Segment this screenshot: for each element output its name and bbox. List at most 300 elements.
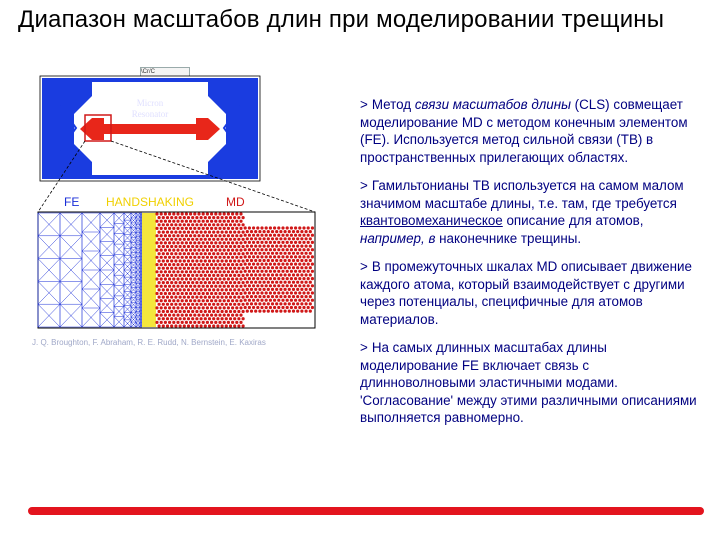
md-atom bbox=[170, 310, 173, 313]
md-atom bbox=[235, 277, 238, 280]
md-atom bbox=[242, 223, 245, 226]
md-atom bbox=[265, 241, 268, 244]
md-atom bbox=[185, 270, 188, 273]
md-atom bbox=[176, 285, 179, 288]
md-atom bbox=[216, 238, 219, 241]
md-atom bbox=[210, 227, 213, 230]
md-atom bbox=[242, 288, 245, 291]
md-atom bbox=[195, 216, 198, 219]
md-atom bbox=[252, 263, 255, 266]
md-atom bbox=[250, 273, 253, 276]
md-atom bbox=[233, 267, 236, 270]
md-atom bbox=[176, 277, 179, 280]
md-atom bbox=[181, 277, 184, 280]
md-atom bbox=[168, 270, 171, 273]
md-atom bbox=[160, 256, 163, 259]
md-atom bbox=[208, 267, 211, 270]
md-atom bbox=[277, 277, 280, 280]
md-atom bbox=[216, 259, 219, 262]
md-atom bbox=[221, 252, 224, 255]
md-atom bbox=[176, 234, 179, 237]
md-atom bbox=[221, 317, 224, 320]
md-atom bbox=[267, 266, 270, 269]
md-atom bbox=[185, 263, 188, 266]
md-atom bbox=[300, 259, 303, 262]
md-atom bbox=[176, 227, 179, 230]
md-atom bbox=[279, 237, 282, 240]
md-atom bbox=[195, 245, 198, 248]
md-atom bbox=[281, 306, 284, 309]
md-atom bbox=[185, 285, 188, 288]
md-atom bbox=[227, 285, 230, 288]
md-atom bbox=[208, 259, 211, 262]
md-atom bbox=[256, 277, 259, 280]
md-atom bbox=[221, 296, 224, 299]
md-atom bbox=[208, 223, 211, 226]
md-atom bbox=[204, 288, 207, 291]
md-atom bbox=[181, 220, 184, 223]
md-atom bbox=[250, 259, 253, 262]
md-atom bbox=[206, 220, 209, 223]
md-atom bbox=[290, 299, 293, 302]
md-atom bbox=[185, 306, 188, 309]
md-atom bbox=[302, 241, 305, 244]
md-atom bbox=[193, 306, 196, 309]
md-atom bbox=[311, 234, 314, 237]
md-atom bbox=[166, 216, 169, 219]
md-atom bbox=[252, 234, 255, 237]
md-atom bbox=[286, 241, 289, 244]
md-atom bbox=[162, 317, 165, 320]
md-atom bbox=[237, 216, 240, 219]
md-atom bbox=[296, 281, 299, 284]
md-atom bbox=[239, 314, 242, 317]
md-atom bbox=[233, 324, 236, 327]
resonator-top-bar bbox=[92, 78, 208, 82]
md-atom bbox=[183, 274, 186, 277]
md-atom bbox=[250, 281, 253, 284]
md-atom bbox=[252, 248, 255, 251]
md-atom bbox=[212, 231, 215, 234]
md-atom bbox=[286, 226, 289, 229]
md-atom bbox=[164, 299, 167, 302]
md-atom bbox=[311, 306, 314, 309]
md-atom bbox=[305, 281, 308, 284]
md-atom bbox=[248, 306, 251, 309]
md-atom bbox=[290, 234, 293, 237]
md-atom bbox=[160, 270, 163, 273]
md-atom bbox=[275, 230, 278, 233]
md-atom bbox=[164, 234, 167, 237]
md-atom bbox=[208, 245, 211, 248]
md-atom bbox=[233, 303, 236, 306]
md-atom bbox=[210, 299, 213, 302]
md-atom bbox=[225, 259, 228, 262]
md-atom bbox=[183, 288, 186, 291]
md-atom bbox=[172, 212, 175, 215]
md-atom bbox=[229, 223, 232, 226]
md-atom bbox=[294, 270, 297, 273]
md-atom bbox=[174, 267, 177, 270]
md-atom bbox=[160, 321, 163, 324]
md-atom bbox=[189, 299, 192, 302]
md-atom bbox=[181, 256, 184, 259]
md-atom bbox=[256, 291, 259, 294]
md-atom bbox=[191, 223, 194, 226]
md-atom bbox=[305, 259, 308, 262]
md-atom bbox=[191, 252, 194, 255]
md-atom bbox=[214, 256, 217, 259]
md-atom bbox=[216, 288, 219, 291]
md-atom bbox=[248, 263, 251, 266]
md-atom bbox=[281, 291, 284, 294]
md-atom bbox=[158, 216, 161, 219]
md-atom bbox=[195, 303, 198, 306]
md-atom bbox=[189, 256, 192, 259]
region-label-handshaking: HANDSHAKING bbox=[106, 195, 195, 209]
md-atom bbox=[231, 277, 234, 280]
md-atom bbox=[246, 281, 249, 284]
md-atom bbox=[294, 226, 297, 229]
md-atom bbox=[181, 306, 184, 309]
md-atom bbox=[237, 317, 240, 320]
md-atom bbox=[227, 241, 230, 244]
figure-credit: J. Q. Broughton, F. Abraham, R. E. Rudd, N. Bernstein, E. Kaxiras bbox=[32, 338, 266, 347]
md-atom bbox=[267, 302, 270, 305]
md-atom bbox=[200, 223, 203, 226]
md-atom bbox=[221, 274, 224, 277]
md-atom bbox=[271, 259, 274, 262]
md-atom bbox=[223, 285, 226, 288]
md-atom bbox=[254, 281, 257, 284]
md-atom bbox=[279, 281, 282, 284]
md-atom bbox=[179, 216, 182, 219]
md-atom bbox=[302, 299, 305, 302]
md-atom bbox=[300, 302, 303, 305]
md-atom bbox=[263, 302, 266, 305]
md-atom bbox=[160, 263, 163, 266]
md-atom bbox=[302, 270, 305, 273]
md-atom bbox=[214, 314, 217, 317]
md-atom bbox=[193, 285, 196, 288]
toolbar-icon: \Cr/C bbox=[140, 67, 190, 78]
md-atom bbox=[214, 263, 217, 266]
md-atom bbox=[302, 291, 305, 294]
md-atom bbox=[252, 226, 255, 229]
md-atom bbox=[265, 291, 268, 294]
md-atom bbox=[172, 249, 175, 252]
md-atom bbox=[225, 245, 228, 248]
md-atom bbox=[162, 324, 165, 327]
md-atom bbox=[233, 317, 236, 320]
md-atom bbox=[252, 306, 255, 309]
md-atom bbox=[294, 306, 297, 309]
md-atom bbox=[181, 263, 184, 266]
md-atom bbox=[263, 295, 266, 298]
md-atom bbox=[193, 227, 196, 230]
md-atom bbox=[300, 310, 303, 313]
md-atom bbox=[296, 266, 299, 269]
md-atom bbox=[164, 263, 167, 266]
md-atom bbox=[284, 288, 287, 291]
md-atom bbox=[302, 284, 305, 287]
md-atom bbox=[309, 230, 312, 233]
md-atom bbox=[305, 266, 308, 269]
md-atom bbox=[202, 285, 205, 288]
md-atom bbox=[212, 267, 215, 270]
md-atom bbox=[195, 324, 198, 327]
md-atom bbox=[244, 255, 247, 258]
md-atom bbox=[210, 234, 213, 237]
md-atom bbox=[254, 230, 257, 233]
md-atom bbox=[239, 249, 242, 252]
md-atom bbox=[212, 238, 215, 241]
md-atom bbox=[292, 273, 295, 276]
md-atom bbox=[200, 231, 203, 234]
md-atom bbox=[197, 314, 200, 317]
md-atom bbox=[187, 238, 190, 241]
md-atom bbox=[269, 306, 272, 309]
md-atom bbox=[275, 245, 278, 248]
md-atom bbox=[309, 266, 312, 269]
md-atom bbox=[208, 317, 211, 320]
md-atom bbox=[160, 220, 163, 223]
md-atom bbox=[311, 284, 314, 287]
md-atom bbox=[166, 259, 169, 262]
md-atom bbox=[176, 306, 179, 309]
md-atom bbox=[185, 321, 188, 324]
md-atom bbox=[202, 277, 205, 280]
md-atom bbox=[263, 252, 266, 255]
md-atom bbox=[296, 302, 299, 305]
md-atom bbox=[172, 234, 175, 237]
md-atom bbox=[200, 296, 203, 299]
md-atom bbox=[275, 266, 278, 269]
md-atom bbox=[202, 314, 205, 317]
md-atom bbox=[271, 245, 274, 248]
md-atom bbox=[242, 245, 245, 248]
md-atom bbox=[212, 288, 215, 291]
md-atom bbox=[307, 263, 310, 266]
md-atom bbox=[218, 321, 221, 324]
md-atom bbox=[212, 259, 215, 262]
md-atom bbox=[229, 238, 232, 241]
md-atom bbox=[162, 274, 165, 277]
md-atom bbox=[187, 310, 190, 313]
md-atom bbox=[164, 256, 167, 259]
md-atom bbox=[271, 295, 274, 298]
md-atom bbox=[176, 212, 179, 215]
md-atom bbox=[273, 241, 276, 244]
bullet-arrow: > bbox=[360, 97, 368, 112]
md-atom bbox=[271, 281, 274, 284]
md-atom bbox=[281, 284, 284, 287]
md-atom bbox=[170, 324, 173, 327]
md-atom bbox=[227, 249, 230, 252]
md-atom bbox=[284, 259, 287, 262]
md-atom bbox=[231, 234, 234, 237]
md-atom bbox=[204, 238, 207, 241]
md-atom bbox=[197, 227, 200, 230]
md-atom bbox=[248, 248, 251, 251]
md-atom bbox=[193, 314, 196, 317]
md-atom bbox=[158, 245, 161, 248]
md-atom bbox=[292, 237, 295, 240]
md-atom bbox=[185, 220, 188, 223]
md-atom bbox=[214, 220, 217, 223]
md-atom bbox=[189, 314, 192, 317]
md-atom bbox=[155, 220, 158, 223]
md-atom bbox=[250, 288, 253, 291]
md-atom bbox=[181, 227, 184, 230]
resonator-label-line2: Resonator bbox=[131, 109, 169, 119]
md-atom bbox=[179, 231, 182, 234]
md-atom bbox=[187, 274, 190, 277]
md-atom bbox=[166, 245, 169, 248]
md-atom bbox=[204, 324, 207, 327]
md-atom bbox=[170, 252, 173, 255]
md-atom bbox=[158, 259, 161, 262]
md-atom bbox=[227, 314, 230, 317]
md-atom bbox=[176, 292, 179, 295]
md-atom bbox=[235, 314, 238, 317]
md-atom bbox=[183, 324, 186, 327]
md-atom bbox=[269, 263, 272, 266]
md-atom bbox=[162, 288, 165, 291]
md-atom bbox=[246, 302, 249, 305]
md-atom bbox=[216, 223, 219, 226]
md-atom bbox=[195, 296, 198, 299]
md-atom bbox=[193, 241, 196, 244]
md-atom bbox=[296, 237, 299, 240]
md-atom bbox=[290, 226, 293, 229]
md-atom bbox=[252, 241, 255, 244]
md-atom bbox=[284, 273, 287, 276]
md-atom bbox=[263, 259, 266, 262]
md-atom bbox=[267, 237, 270, 240]
md-atom bbox=[158, 223, 161, 226]
md-atom bbox=[239, 227, 242, 230]
md-atom bbox=[225, 288, 228, 291]
md-atom bbox=[273, 248, 276, 251]
md-atom bbox=[210, 314, 213, 317]
md-atom bbox=[191, 216, 194, 219]
md-atom bbox=[204, 296, 207, 299]
md-atom bbox=[155, 292, 158, 295]
md-atom bbox=[168, 321, 171, 324]
md-atom bbox=[305, 245, 308, 248]
md-atom bbox=[275, 259, 278, 262]
md-atom bbox=[191, 303, 194, 306]
md-atom bbox=[292, 288, 295, 291]
md-atom bbox=[172, 227, 175, 230]
md-atom bbox=[225, 296, 228, 299]
md-atom bbox=[248, 284, 251, 287]
md-atom bbox=[155, 234, 158, 237]
md-atom bbox=[193, 212, 196, 215]
md-atom bbox=[284, 266, 287, 269]
md-atom bbox=[305, 230, 308, 233]
md-atom bbox=[292, 230, 295, 233]
md-atom bbox=[256, 299, 259, 302]
md-atom bbox=[252, 277, 255, 280]
md-atom bbox=[216, 231, 219, 234]
md-atom bbox=[176, 241, 179, 244]
md-atom bbox=[231, 220, 234, 223]
md-atom bbox=[216, 274, 219, 277]
md-atom bbox=[206, 299, 209, 302]
md-atom bbox=[254, 245, 257, 248]
md-atom bbox=[212, 324, 215, 327]
md-atom bbox=[296, 310, 299, 313]
md-atom bbox=[252, 270, 255, 273]
md-atom bbox=[181, 241, 184, 244]
md-atom bbox=[290, 306, 293, 309]
md-atom bbox=[223, 277, 226, 280]
md-atom bbox=[284, 295, 287, 298]
md-atom bbox=[193, 277, 196, 280]
md-atom bbox=[258, 288, 261, 291]
md-atom bbox=[229, 281, 232, 284]
md-atom bbox=[288, 273, 291, 276]
md-atom bbox=[183, 231, 186, 234]
md-atom bbox=[246, 245, 249, 248]
md-atom bbox=[265, 263, 268, 266]
md-atom bbox=[271, 252, 274, 255]
md-atom bbox=[300, 266, 303, 269]
md-atom bbox=[235, 285, 238, 288]
bullet-arrow: > bbox=[360, 178, 368, 193]
md-atom bbox=[258, 230, 261, 233]
md-atom bbox=[290, 291, 293, 294]
md-atom bbox=[260, 248, 263, 251]
md-atom bbox=[294, 277, 297, 280]
md-atom bbox=[281, 263, 284, 266]
md-atom bbox=[233, 231, 236, 234]
md-atom bbox=[191, 231, 194, 234]
md-atom bbox=[277, 299, 280, 302]
md-atom bbox=[176, 299, 179, 302]
md-atom bbox=[221, 310, 224, 313]
md-atom bbox=[170, 317, 173, 320]
md-atom bbox=[260, 241, 263, 244]
md-atom bbox=[162, 231, 165, 234]
md-atom bbox=[221, 238, 224, 241]
md-atom bbox=[309, 295, 312, 298]
handshaking-band bbox=[142, 213, 156, 327]
md-atom bbox=[162, 259, 165, 262]
md-atom bbox=[197, 241, 200, 244]
md-atom bbox=[311, 277, 314, 280]
md-atom bbox=[307, 226, 310, 229]
md-atom bbox=[279, 230, 282, 233]
md-atom bbox=[210, 263, 213, 266]
crack-figure bbox=[30, 66, 330, 356]
md-atom bbox=[208, 288, 211, 291]
md-atom bbox=[275, 252, 278, 255]
md-atom bbox=[197, 285, 200, 288]
md-atom bbox=[214, 249, 217, 252]
md-atom bbox=[202, 270, 205, 273]
md-atom bbox=[172, 321, 175, 324]
md-atom bbox=[189, 220, 192, 223]
md-atom bbox=[212, 274, 215, 277]
md-atom bbox=[168, 314, 171, 317]
md-atom bbox=[235, 227, 238, 230]
md-atom bbox=[246, 273, 249, 276]
md-atom bbox=[197, 256, 200, 259]
md-atom bbox=[225, 324, 228, 327]
